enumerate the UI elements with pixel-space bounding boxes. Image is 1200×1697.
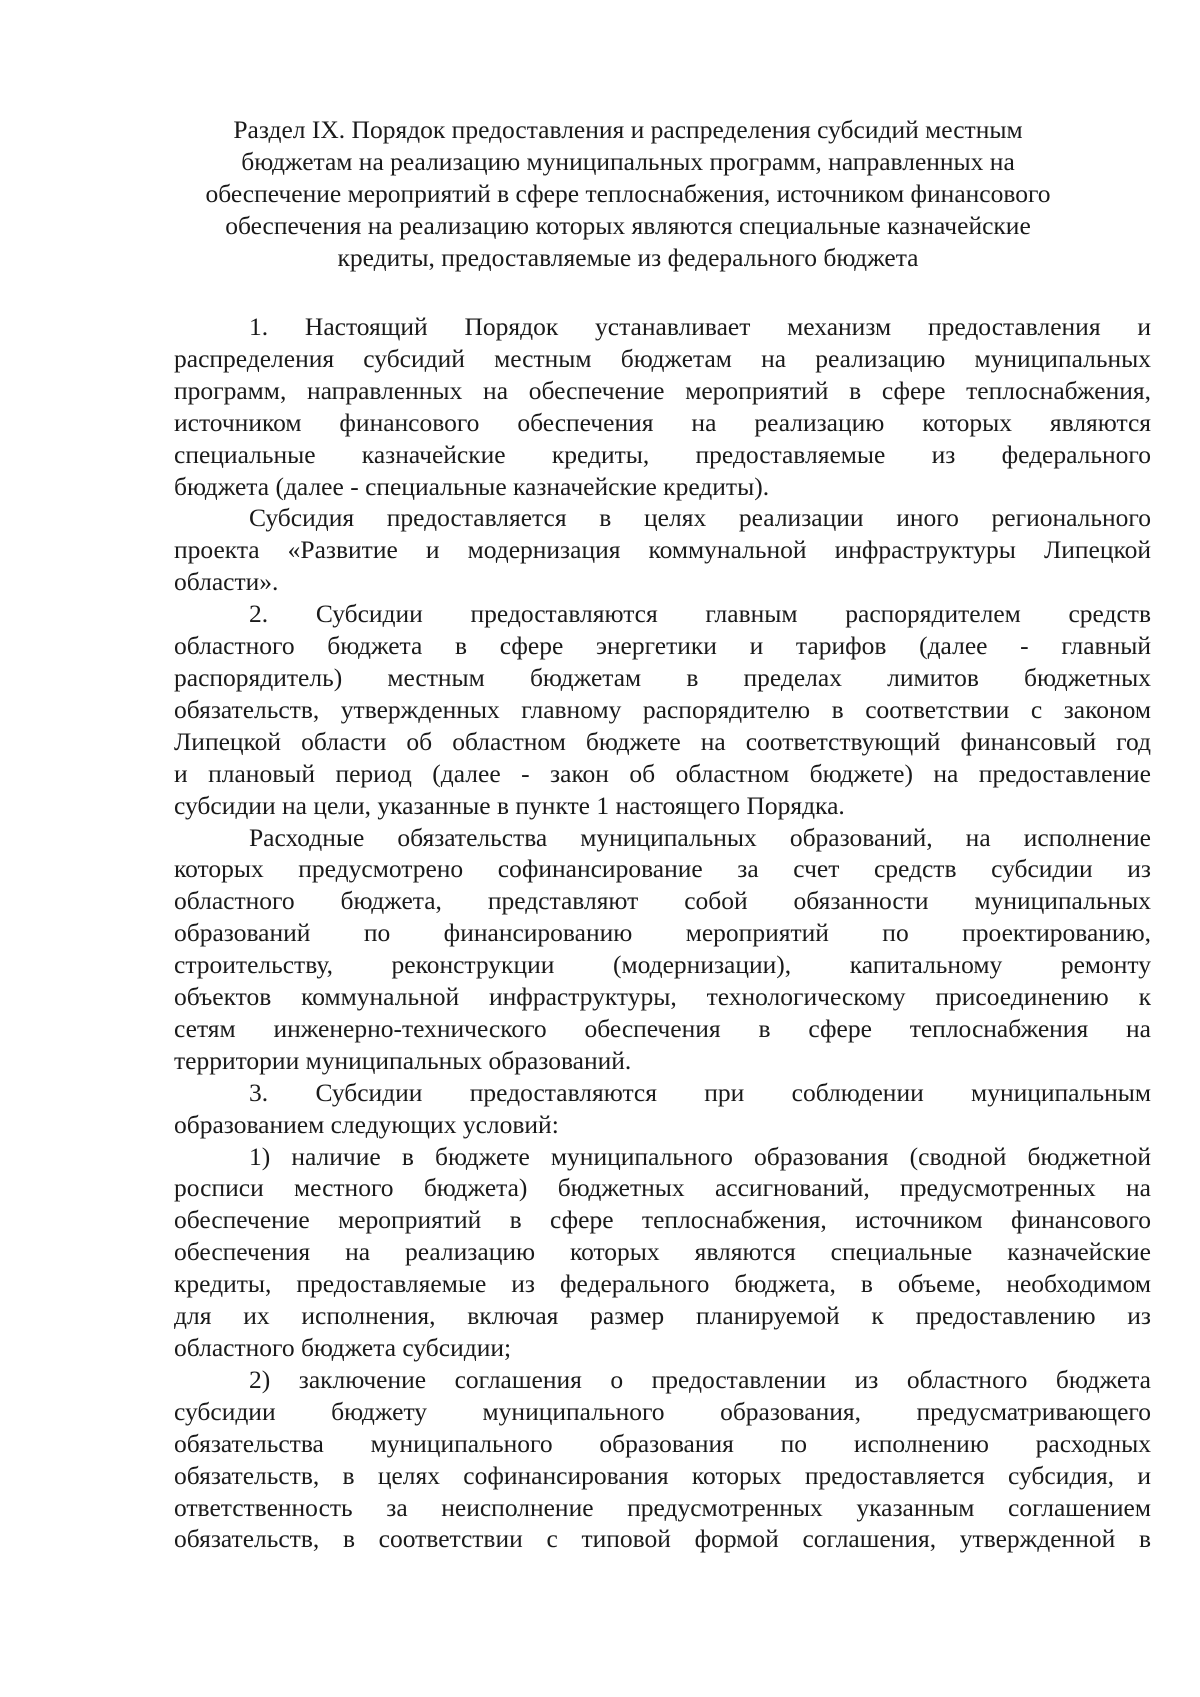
text-line: областного бюджета субсидии; (174, 1333, 512, 1362)
text-line: проекта «Развитие и модернизация коммунальной инфраструктуры Липецкой (174, 535, 1151, 565)
paragraph-2 (174, 598, 1151, 821)
text-line: Липецкой области об областном бюджете на соответствующий финансовый год (174, 726, 1151, 756)
text-line: 1. Настоящий Порядок устанавливает механизм предоставления и (249, 312, 1151, 341)
text-line: обеспечения на реализацию которых являются специальные казначейские (174, 1237, 1151, 1267)
text-line: для их исполнения, включая размер планируемой к предоставлению из (174, 1301, 1151, 1331)
text-line: 1) наличие в бюджете муниципального образования (сводной бюджетной (249, 1141, 1151, 1171)
heading-line: обеспечение мероприятий в сфере теплоснабжения, источником финансового (205, 179, 1051, 208)
paragraph-expenditure-obligations (174, 822, 1151, 1077)
text-line: 2. Субсидии предоставляются главным распорядителем средств (249, 599, 1151, 629)
text-line: источником финансового обеспечения на реализацию которых являются (174, 407, 1151, 437)
heading-line: бюджетам на реализацию муниципальных программ, направленных на (241, 147, 1015, 176)
text-line: обязательств, в целях софинансирования которых предоставляется субсидия, и (174, 1460, 1151, 1490)
text-line: и плановый период (далее - закон об областном бюджете) на предоставление (174, 758, 1151, 788)
text-line: обязательств, в соответствии с типовой формой соглашения, утвержденной в (174, 1524, 1151, 1554)
text-line: областного бюджета, представляют собой обязанности муниципальных (174, 886, 1151, 916)
text-line: образованием следующих условий: (174, 1109, 559, 1139)
text-line: 2) заключение соглашения о предоставлении из областного бюджета (249, 1364, 1151, 1394)
text-line: Субсидия предоставляется в целях реализации иного регионального (249, 503, 1151, 533)
text-line: обеспечение мероприятий в сфере теплоснабжения, источником финансового (174, 1205, 1151, 1235)
paragraph-3 (174, 1077, 1151, 1141)
heading-line: Раздел IX. Порядок предоставления и распределения субсидий местным (233, 115, 1023, 144)
text-line: обязательства муниципального образования по исполнению расходных (174, 1428, 1151, 1458)
text-line: объектов коммунальной инфраструктуры, технологическому присоединению к (174, 982, 1151, 1012)
text-line: которых предусмотрено софинансирование за счет средств субсидии из (174, 854, 1151, 884)
document-body (174, 311, 1151, 1555)
text-line: обязательств, утвержденных главному распорядителю в соответствии с законом (174, 694, 1151, 724)
text-line: распределения субсидий местным бюджетам на реализацию муниципальных (174, 343, 1151, 373)
text-line: субсидии бюджету муниципального образования, предусматривающего (174, 1396, 1151, 1426)
text-line: сетям инженерно-технического обеспечения в сфере теплоснабжения на (174, 1013, 1151, 1043)
heading-line: кредиты, предоставляемые из федерального бюджета (337, 243, 919, 272)
text-line: строительству, реконструкции (модернизации), капитальному ремонту (174, 950, 1151, 980)
text-line: образований по финансированию мероприятий по проектированию, (174, 918, 1151, 948)
text-line: 3. Субсидии предоставляются при соблюдении муниципальным (249, 1077, 1151, 1107)
heading-line: обеспечения на реализацию которых являются специальные казначейские (225, 211, 1031, 240)
paragraph-condition-1 (174, 1141, 1151, 1364)
text-line: программ, направленных на обеспечение мероприятий в сфере теплоснабжения, (174, 375, 1151, 405)
text-line: субсидии на цели, указанные в пункте 1 настоящего Порядка. (174, 790, 845, 820)
text-line: бюджета (далее - специальные казначейские кредиты). (174, 471, 770, 501)
paragraph-1 (174, 311, 1151, 502)
text-line: области». (174, 567, 279, 597)
paragraph-subsidy-purpose (174, 502, 1151, 598)
text-line: ответственность за неисполнение предусмотренных указанным соглашением (174, 1492, 1151, 1522)
text-line: распорядитель) местным бюджетам в пределах лимитов бюджетных (174, 662, 1151, 692)
text-line: кредиты, предоставляемые из федерального бюджета, в объеме, необходимом (174, 1269, 1151, 1299)
section-heading (186, 114, 1070, 274)
text-line: росписи местного бюджета) бюджетных ассигнований, предусмотренных на (174, 1173, 1151, 1203)
text-line: областного бюджета в сфере энергетики и тарифов (далее - главный (174, 631, 1151, 661)
text-line: специальные казначейские кредиты, предоставляемые из федерального (174, 439, 1151, 469)
text-line: Расходные обязательства муниципальных образований, на исполнение (249, 822, 1151, 852)
text-line: территории муниципальных образований. (174, 1045, 632, 1075)
paragraph-condition-2 (174, 1364, 1151, 1555)
